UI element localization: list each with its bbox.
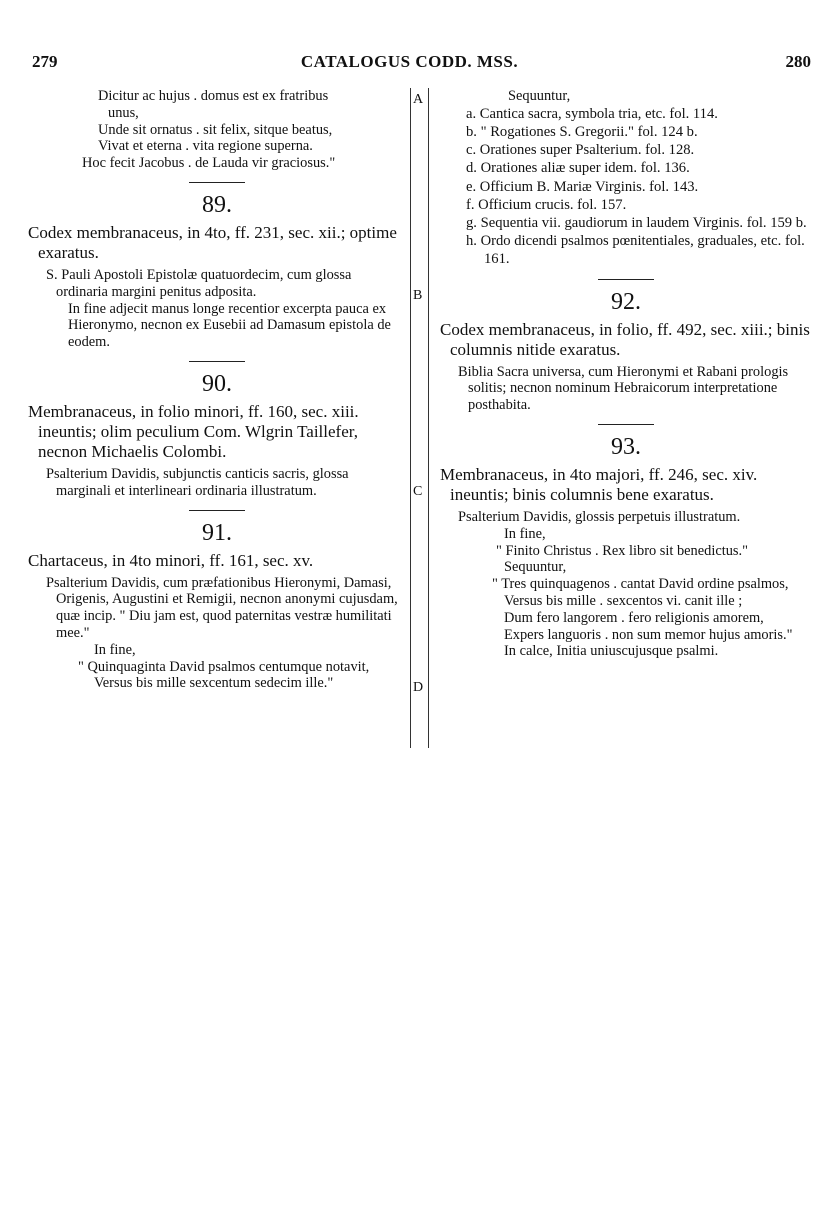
left-column: [28, 88, 406, 692]
verse-line: In calce, Initia uniuscujusque psalmi.: [504, 643, 719, 660]
quote-line: Versus bis mille sexcentum sedecim ille.": [94, 675, 334, 692]
content-89: S. Pauli Apostoli Epistolæ quatuordecim, cum glossa ordinaria margini penitus adposita.: [46, 266, 352, 300]
column-rule-right: [428, 88, 429, 748]
verse-line: Expers languoris . non sum memor hujus amoris.": [504, 626, 793, 643]
list-item: b. " Rogationes S. Gregorii." fol. 124 b.: [466, 124, 698, 140]
content-90: Psalterium Davidis, subjunctis canticis sacris, glossa marginali et interlineari ordinaria illustratum.: [46, 465, 349, 499]
content-91: Psalterium Davidis, cum præfationibus Hieronymi, Damasi, Origenis, Augustini et Remigii, necnon anonymi cujusdam, quæ incip. " Diu jam est, quod paternitas vestræ humilitati mee.": [46, 574, 398, 641]
section-number-93: 93.: [611, 434, 641, 461]
list-item: a. Cantica sacra, symbola tria, etc. fol. 114.: [466, 105, 718, 122]
verse-line: Unde sit ornatus . sit felix, sitque beatus,: [98, 121, 333, 138]
verse-line: " Finito Christus . Rex libro sit benedictus.": [496, 542, 748, 559]
margin-letter-d: D: [413, 680, 424, 695]
right-column: [440, 88, 812, 660]
sequuntur-label: Sequuntur,: [508, 88, 571, 104]
list-item: f. Officium crucis. fol. 157.: [466, 196, 627, 213]
section-number-92: 92.: [611, 288, 641, 315]
list-item: d. Orationes aliæ super idem. fol. 136.: [466, 160, 690, 177]
verse-line: Vivat et eterna . vita regione superna.: [98, 138, 313, 155]
content-93: Psalterium Davidis, glossis perpetuis illustratum.: [458, 509, 741, 526]
verse-line: Versus bis mille . sexcentos vi. canit ille ;: [504, 593, 743, 609]
section-divider: [598, 424, 654, 425]
verse-line: Hoc fecit Jacobus . de Lauda vir graciosus.": [82, 155, 336, 172]
verse-line: Dum fero langorem . fero religionis amorem,: [504, 609, 764, 626]
margin-letter-a: A: [413, 92, 424, 107]
running-title: CATALOGUS CODD. MSS.: [300, 52, 519, 71]
left-page-number: 279: [32, 52, 58, 71]
page-header: [0, 52, 819, 76]
codex-description-92: Codex membranaceus, in folio, ff. 492, sec. xiii.; binis columnis nitide exaratus.: [440, 319, 810, 359]
content-92: Biblia Sacra universa, cum Hieronymi et Rabani prologis solitis; necnon nominum Hebraicorum interpretatione posthabita.: [458, 363, 789, 414]
quote-line: " Quinquaginta David psalmos centumque notavit,: [78, 658, 370, 675]
verse-line: Sequuntur,: [504, 559, 567, 576]
section-divider: [598, 279, 654, 280]
note-89: In fine adjecit manus longe recentior excerpta pauca ex Hieronymo, necnon ex Eusebii ad Damasum epistola de eodem.: [68, 300, 391, 351]
margin-letter-c: C: [413, 484, 423, 499]
codex-description-91: Chartaceus, in 4to minori, ff. 161, sec. xv.: [28, 550, 314, 570]
right-page-number: 280: [785, 52, 811, 71]
section-divider: [189, 510, 245, 511]
verse-line: " Tres quinquagenos . cantat David ordine psalmos,: [492, 576, 789, 593]
codex-description-90: Membranaceus, in folio minori, ff. 160, sec. xiii. ineuntis; olim peculium Com. Wlgrin Taillefer, necnon Michaelis Colombi.: [28, 401, 359, 461]
list-item: e. Officium B. Mariæ Virginis. fol. 143.: [466, 178, 699, 195]
contents-list: [440, 105, 812, 269]
list-item: g. Sequentia vii. gaudiorum in laudem Virginis. fol. 159 b.: [466, 215, 807, 232]
section-number-90: 90.: [202, 370, 232, 397]
verse-line: In fine,: [504, 525, 546, 542]
verse-line: unus,: [108, 104, 139, 121]
verse-line: Dicitur ac hujus . domus est ex fratribus: [98, 88, 329, 104]
section-divider: [189, 182, 245, 183]
section-number-89: 89.: [202, 191, 232, 218]
column-rule-left: [410, 88, 411, 748]
section-number-91: 91.: [202, 519, 232, 546]
in-fine-label: In fine,: [94, 641, 136, 658]
list-item: c. Orationes super Psalterium. fol. 128.: [466, 142, 695, 159]
codex-description-93: Membranaceus, in 4to majori, ff. 246, sec. xiv. ineuntis; binis columnis bene exaratus.: [440, 465, 758, 505]
list-item: h. Ordo dicendi psalmos pœnitentiales, graduales, etc. fol. 161.: [466, 233, 805, 268]
section-divider: [189, 361, 245, 362]
codex-description-89: Codex membranaceus, in 4to, ff. 231, sec. xii.; optime exaratus.: [28, 222, 397, 262]
margin-letter-b: B: [413, 288, 423, 303]
